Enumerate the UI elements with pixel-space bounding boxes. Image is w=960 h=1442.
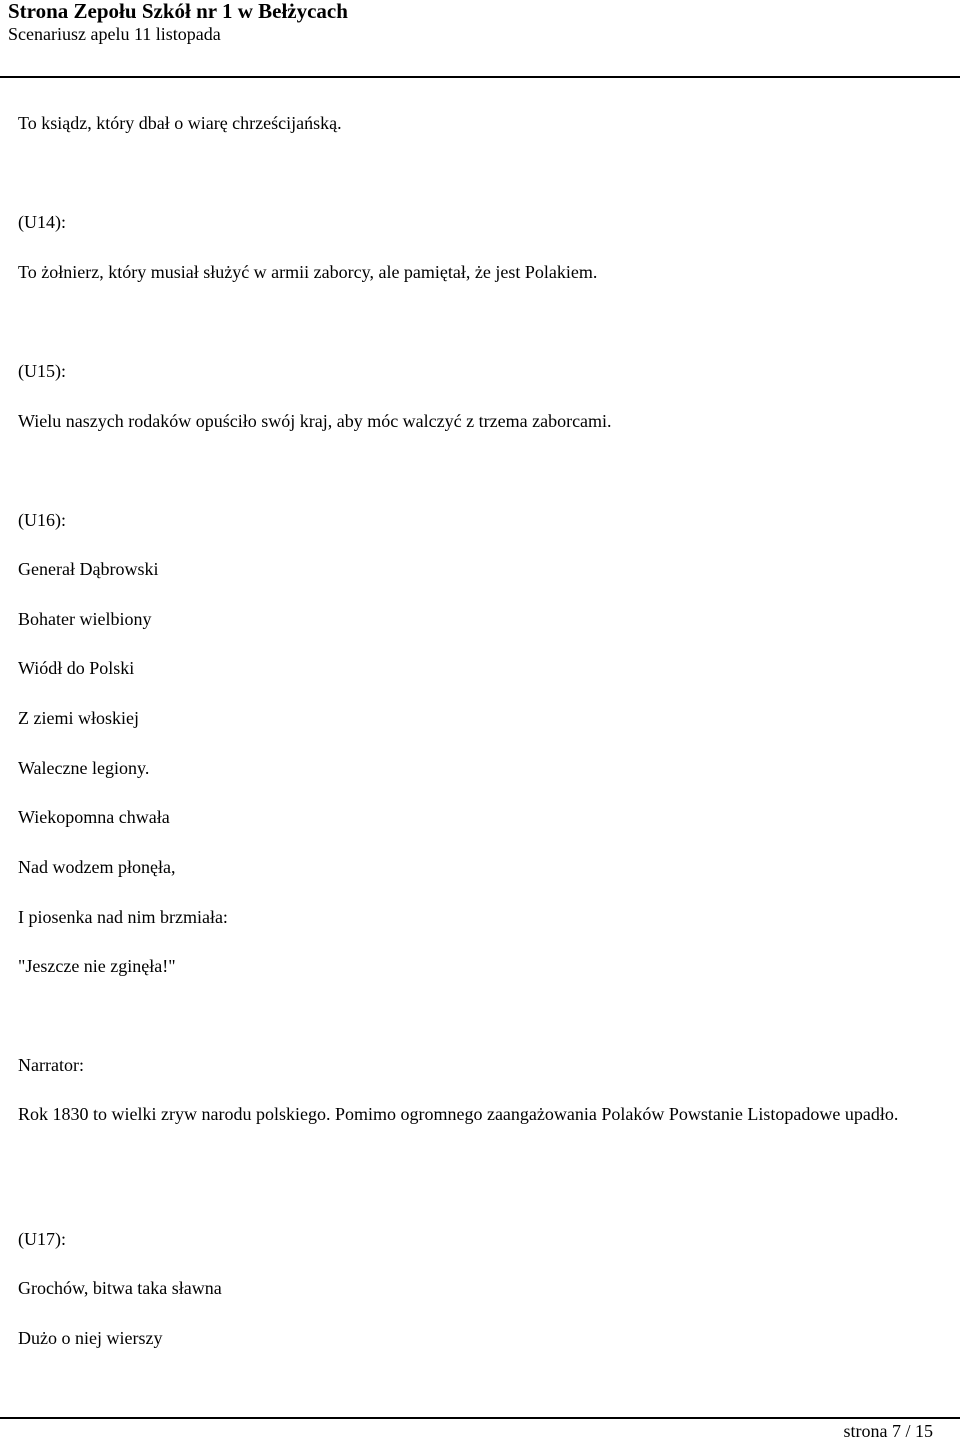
speaker-label: (U16): [18,510,66,530]
verse-line: Waleczne legiony. [18,758,150,778]
verse-line: Grochów, bitwa taka sławna [18,1278,222,1298]
verse-line: Wiekopomna chwała [18,807,170,827]
page-header [0,0,960,79]
header-divider [0,76,960,78]
site-title: Strona Zepołu Szkół nr 1 w Bełżycach [8,0,348,23]
verse-line: Dużo o niej wierszy [18,1328,163,1348]
page-number: strona 7 / 15 [843,1421,933,1441]
speaker-label: (U15): [18,361,66,381]
verse-line: Bohater wielbiony [18,609,152,629]
speaker-label: Narrator: [18,1055,84,1075]
narration-paragraph: Rok 1830 to wielki zryw narodu polskiego. Pomimo ogromnego zaangażowania Polaków Powstanie Listopadowe upadło. [18,1104,899,1124]
footer-divider [0,1417,960,1419]
verse-line: Wiódł do Polski [18,658,135,678]
text-line: To ksiądz, który dbał o wiarę chrześcijańską. [18,113,342,133]
document-subtitle: Scenariusz apelu 11 listopada [8,24,221,44]
text-line: To żołnierz, który musiał służyć w armii zaborcy, ale pamiętał, że jest Polakiem. [18,262,598,282]
verse-line: Nad wodzem płonęła, [18,857,176,877]
verse-line: "Jeszcze nie zginęła!" [18,956,176,976]
speaker-label: (U14): [18,212,66,232]
verse-line: I piosenka nad nim brzmiała: [18,907,228,927]
text-line: Wielu naszych rodaków opuściło swój kraj, aby móc walczyć z trzema zaborcami. [18,411,612,431]
speaker-label: (U17): [18,1229,66,1249]
verse-line: Generał Dąbrowski [18,559,159,579]
verse-line: Z ziemi włoskiej [18,708,139,728]
